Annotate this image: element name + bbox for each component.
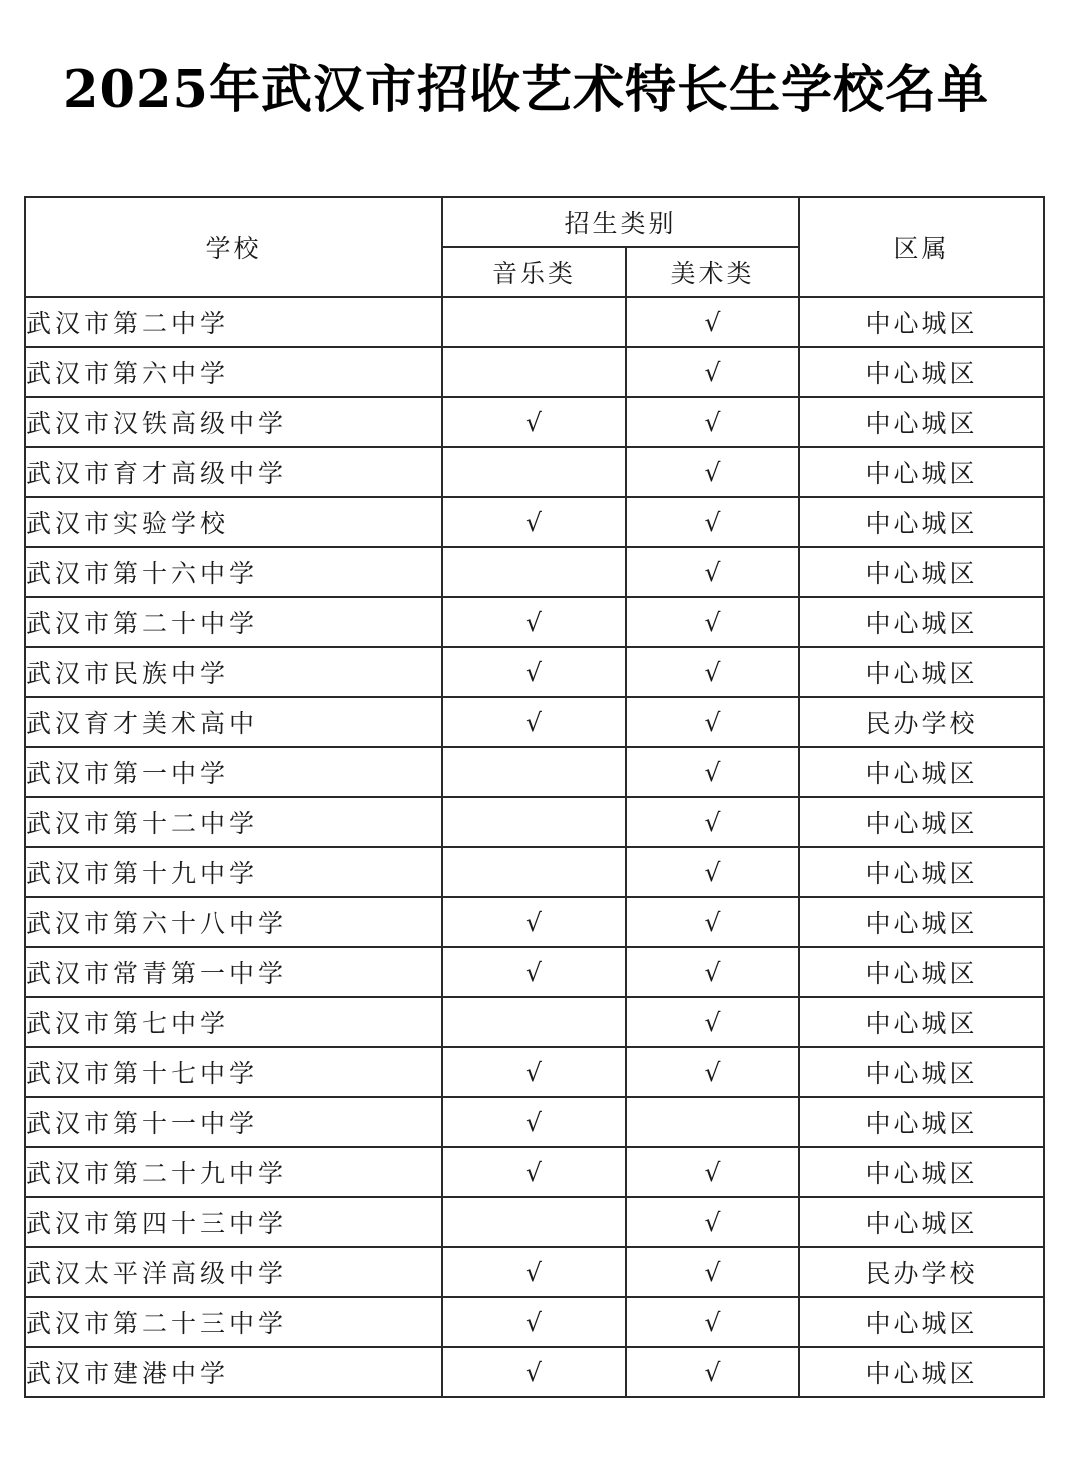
table-row <box>25 897 1044 947</box>
school-name: 武汉市第二十三中学 <box>25 1297 442 1347</box>
art-check: √ <box>626 797 799 847</box>
district: 中心城区 <box>799 997 1044 1047</box>
music-check <box>442 1197 626 1247</box>
table-row <box>25 547 1044 597</box>
music-check <box>442 747 626 797</box>
district: 中心城区 <box>799 897 1044 947</box>
art-check: √ <box>626 747 799 797</box>
school-name: 武汉育才美术高中 <box>25 697 442 747</box>
district: 中心城区 <box>799 1097 1044 1147</box>
art-check: √ <box>626 547 799 597</box>
music-check: √ <box>442 1347 626 1397</box>
music-check: √ <box>442 1097 626 1147</box>
header-category-group: 招生类别 <box>442 197 799 247</box>
art-check: √ <box>626 597 799 647</box>
music-check <box>442 347 626 397</box>
music-check <box>442 797 626 847</box>
art-check <box>626 1097 799 1147</box>
art-check: √ <box>626 847 799 897</box>
school-name: 武汉市第四十三中学 <box>25 1197 442 1247</box>
table-row <box>25 797 1044 847</box>
art-check: √ <box>626 1347 799 1397</box>
district: 中心城区 <box>799 747 1044 797</box>
art-check: √ <box>626 697 799 747</box>
table-row <box>25 647 1044 697</box>
art-check: √ <box>626 347 799 397</box>
table-body <box>25 297 1044 1397</box>
school-name: 武汉市民族中学 <box>25 647 442 697</box>
district: 中心城区 <box>799 397 1044 447</box>
school-name: 武汉市建港中学 <box>25 1347 442 1397</box>
art-check: √ <box>626 497 799 547</box>
music-check <box>442 297 626 347</box>
music-check: √ <box>442 1047 626 1097</box>
district: 中心城区 <box>799 1147 1044 1197</box>
table-row <box>25 1147 1044 1197</box>
district: 中心城区 <box>799 1297 1044 1347</box>
school-name: 武汉市实验学校 <box>25 497 442 547</box>
art-check: √ <box>626 1147 799 1197</box>
music-check: √ <box>442 647 626 697</box>
music-check: √ <box>442 897 626 947</box>
school-name: 武汉市第十二中学 <box>25 797 442 847</box>
table-row <box>25 1297 1044 1347</box>
art-check: √ <box>626 1197 799 1247</box>
district: 中心城区 <box>799 297 1044 347</box>
school-name: 武汉市第十一中学 <box>25 1097 442 1147</box>
music-check: √ <box>442 397 626 447</box>
school-name: 武汉市第六中学 <box>25 347 442 397</box>
school-name: 武汉市第一中学 <box>25 747 442 797</box>
table-row <box>25 847 1044 897</box>
school-name: 武汉市第二中学 <box>25 297 442 347</box>
header-music: 音乐类 <box>442 247 626 297</box>
music-check: √ <box>442 947 626 997</box>
table-row <box>25 747 1044 797</box>
school-name: 武汉市育才高级中学 <box>25 447 442 497</box>
school-name: 武汉市汉铁高级中学 <box>25 397 442 447</box>
district: 中心城区 <box>799 447 1044 497</box>
school-name: 武汉市常青第一中学 <box>25 947 442 997</box>
school-name: 武汉市第六十八中学 <box>25 897 442 947</box>
music-check: √ <box>442 597 626 647</box>
music-check: √ <box>442 1247 626 1297</box>
district: 民办学校 <box>799 1247 1044 1297</box>
music-check: √ <box>442 1147 626 1197</box>
header-school: 学校 <box>25 197 442 297</box>
page-title: 2025年武汉市招收艺术特长生学校名单 <box>63 60 989 120</box>
music-check <box>442 447 626 497</box>
table-row <box>25 697 1044 747</box>
district: 中心城区 <box>799 547 1044 597</box>
music-check: √ <box>442 1297 626 1347</box>
header-art: 美术类 <box>626 247 799 297</box>
district: 中心城区 <box>799 797 1044 847</box>
school-name: 武汉太平洋高级中学 <box>25 1247 442 1297</box>
music-check <box>442 547 626 597</box>
music-check: √ <box>442 697 626 747</box>
table-row <box>25 997 1044 1047</box>
table-row <box>25 347 1044 397</box>
district: 中心城区 <box>799 647 1044 697</box>
school-name: 武汉市第十六中学 <box>25 547 442 597</box>
art-check: √ <box>626 1297 799 1347</box>
district: 中心城区 <box>799 347 1044 397</box>
school-name: 武汉市第七中学 <box>25 997 442 1047</box>
district: 中心城区 <box>799 497 1044 547</box>
district: 中心城区 <box>799 597 1044 647</box>
art-check: √ <box>626 997 799 1047</box>
district: 中心城区 <box>799 847 1044 897</box>
music-check: √ <box>442 497 626 547</box>
art-check: √ <box>626 1047 799 1097</box>
header-district: 区属 <box>799 197 1044 297</box>
district: 中心城区 <box>799 1197 1044 1247</box>
table-row <box>25 597 1044 647</box>
table-row <box>25 497 1044 547</box>
school-name: 武汉市第十九中学 <box>25 847 442 897</box>
school-name: 武汉市第二十九中学 <box>25 1147 442 1197</box>
music-check <box>442 997 626 1047</box>
district: 中心城区 <box>799 1047 1044 1097</box>
table-row <box>25 1197 1044 1247</box>
table-row <box>25 1347 1044 1397</box>
table-row <box>25 1247 1044 1297</box>
art-check: √ <box>626 647 799 697</box>
table-row <box>25 1097 1044 1147</box>
table-row <box>25 447 1044 497</box>
art-check: √ <box>626 947 799 997</box>
table-row <box>25 947 1044 997</box>
school-name: 武汉市第二十中学 <box>25 597 442 647</box>
district: 中心城区 <box>799 947 1044 997</box>
art-check: √ <box>626 297 799 347</box>
school-name: 武汉市第十七中学 <box>25 1047 442 1097</box>
school-list-table <box>24 196 1045 1398</box>
art-check: √ <box>626 897 799 947</box>
table-row <box>25 397 1044 447</box>
district: 民办学校 <box>799 697 1044 747</box>
table-row <box>25 1047 1044 1097</box>
music-check <box>442 847 626 897</box>
art-check: √ <box>626 447 799 497</box>
table-row <box>25 297 1044 347</box>
art-check: √ <box>626 1247 799 1297</box>
district: 中心城区 <box>799 1347 1044 1397</box>
art-check: √ <box>626 397 799 447</box>
